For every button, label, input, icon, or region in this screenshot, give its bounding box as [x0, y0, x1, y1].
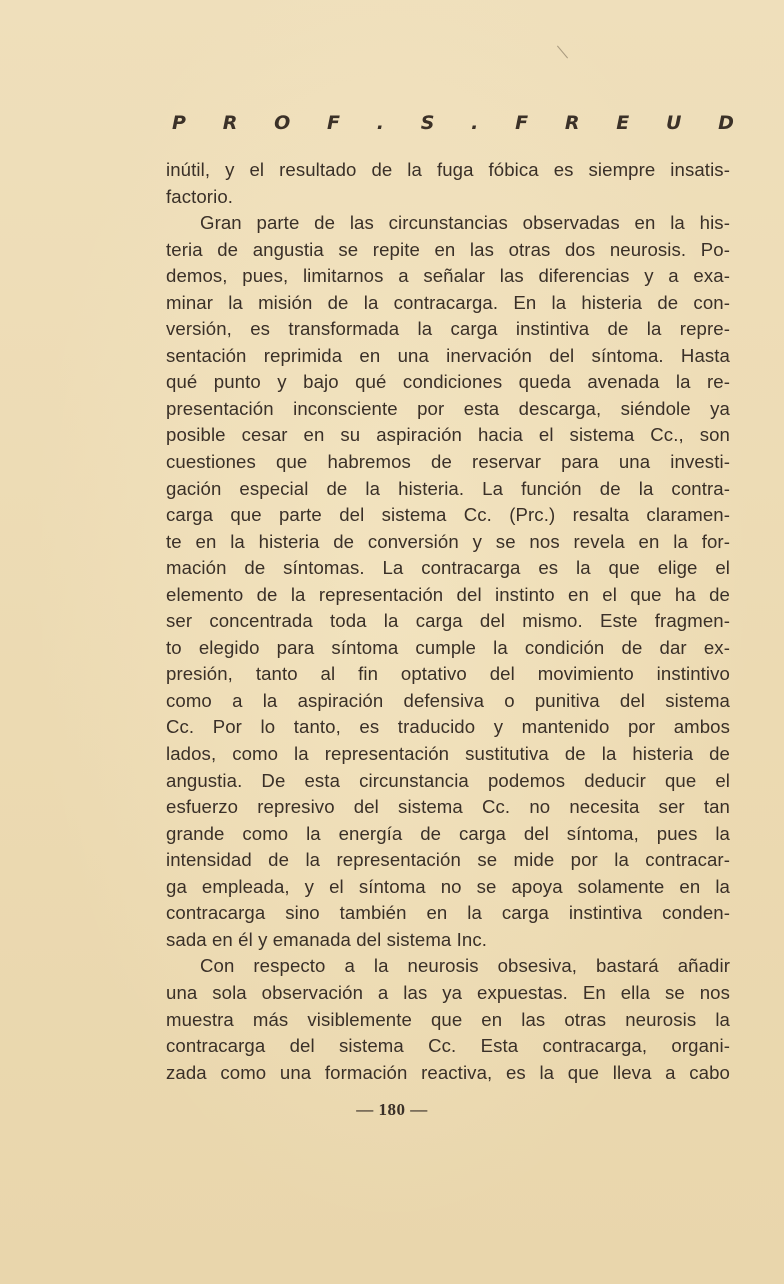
text-line: posible cesar en su aspiración hacia el sistema Cc., son	[166, 424, 730, 446]
text-line: Gran parte de las circunstancias observadas en la his-	[200, 212, 730, 234]
text-line: grande como la energía de carga del síntoma, pues la	[166, 822, 730, 844]
running-head-char: .	[376, 112, 384, 134]
text-line: esfuerzo represivo del sistema Cc. no necesita ser tan	[166, 796, 730, 818]
running-head-char: R	[222, 112, 238, 134]
text-line: factorio.	[166, 185, 234, 207]
running-head-char: D	[718, 112, 734, 134]
text-line: cuestiones que habremos de reservar para una investi-	[166, 451, 730, 473]
running-head-char: F	[515, 112, 529, 134]
text-line: qué punto y bajo qué condiciones queda avenada la re-	[166, 371, 730, 393]
paper-mark	[557, 46, 568, 59]
text-line: gación especial de la histeria. La función de la contra-	[166, 477, 730, 499]
text-line: presión, tanto al fin optativo del movimiento instintivo	[166, 663, 730, 685]
text-line: elemento de la representación del instinto en el que ha de	[166, 583, 730, 605]
text-line: inútil, y el resultado de la fuga fóbica es siempre insatis-	[166, 159, 730, 180]
running-head	[172, 112, 734, 134]
text-line: to elegido para síntoma cumple la condición de dar ex-	[166, 636, 730, 658]
running-head-char: P	[172, 112, 186, 134]
text-line: demos, pues, limitarnos a señalar las diferencias y a exa-	[166, 265, 730, 287]
text-line: una sola observación a las ya expuestas. En ella se nos	[166, 981, 730, 1003]
page-number: — 180 —	[356, 1100, 428, 1119]
running-head-char: F	[326, 112, 340, 134]
text-line: angustia. De esta circunstancia podemos deducir que el	[166, 769, 730, 791]
text-line: contracarga sino también en la carga instintiva conden-	[166, 902, 730, 924]
text-line: Con respecto a la neurosis obsesiva, bastará añadir	[200, 955, 730, 977]
text-line: ga empleada, y el síntoma no se apoya solamente en la	[166, 875, 730, 897]
text-line: muestra más visiblemente que en las otras neurosis la	[166, 1008, 730, 1030]
text-line: presentación inconsciente por esta descarga, siéndole ya	[166, 397, 730, 419]
running-head-char: .	[471, 112, 479, 134]
running-head-char: E	[616, 112, 630, 134]
text-line: lados, como la representación sustitutiva de la histeria de	[166, 743, 730, 765]
text-line: te en la histeria de conversión y se nos revela en la for-	[166, 530, 730, 552]
text-line: zada como una formación reactiva, es la que lleva a cabo	[166, 1061, 730, 1083]
text-line: Cc. Por lo tanto, es traducido y mantenido por ambos	[166, 716, 730, 738]
text-line: mación de síntomas. La contracarga es la que elige el	[166, 557, 730, 579]
text-line: sentación reprimida en una inervación del síntoma. Hasta	[166, 344, 730, 366]
running-head-char: S	[420, 112, 435, 134]
running-head-char: O	[274, 112, 291, 134]
text-line: intensidad de la representación se mide por la contracar-	[166, 849, 730, 871]
running-head-char: R	[564, 112, 580, 134]
text-line: minar la misión de la contracarga. En la histeria de con-	[166, 291, 730, 313]
text-line: sada en él y emanada del sistema Inc.	[166, 928, 488, 950]
text-line: ser concentrada toda la carga del mismo. Este fragmen-	[166, 610, 730, 632]
text-line: como a la aspiración defensiva o punitiva del sistema	[166, 689, 730, 711]
text-line: contracarga del sistema Cc. Esta contracarga, organi-	[166, 1035, 730, 1057]
text-line: teria de angustia se repite en las otras dos neurosis. Po-	[166, 238, 730, 260]
body-text	[166, 157, 730, 1086]
running-head-char: U	[665, 112, 682, 134]
text-line: versión, es transformada la carga instintiva de la repre-	[166, 318, 730, 340]
text-line: carga que parte del sistema Cc. (Prc.) resalta claramen-	[166, 504, 730, 526]
